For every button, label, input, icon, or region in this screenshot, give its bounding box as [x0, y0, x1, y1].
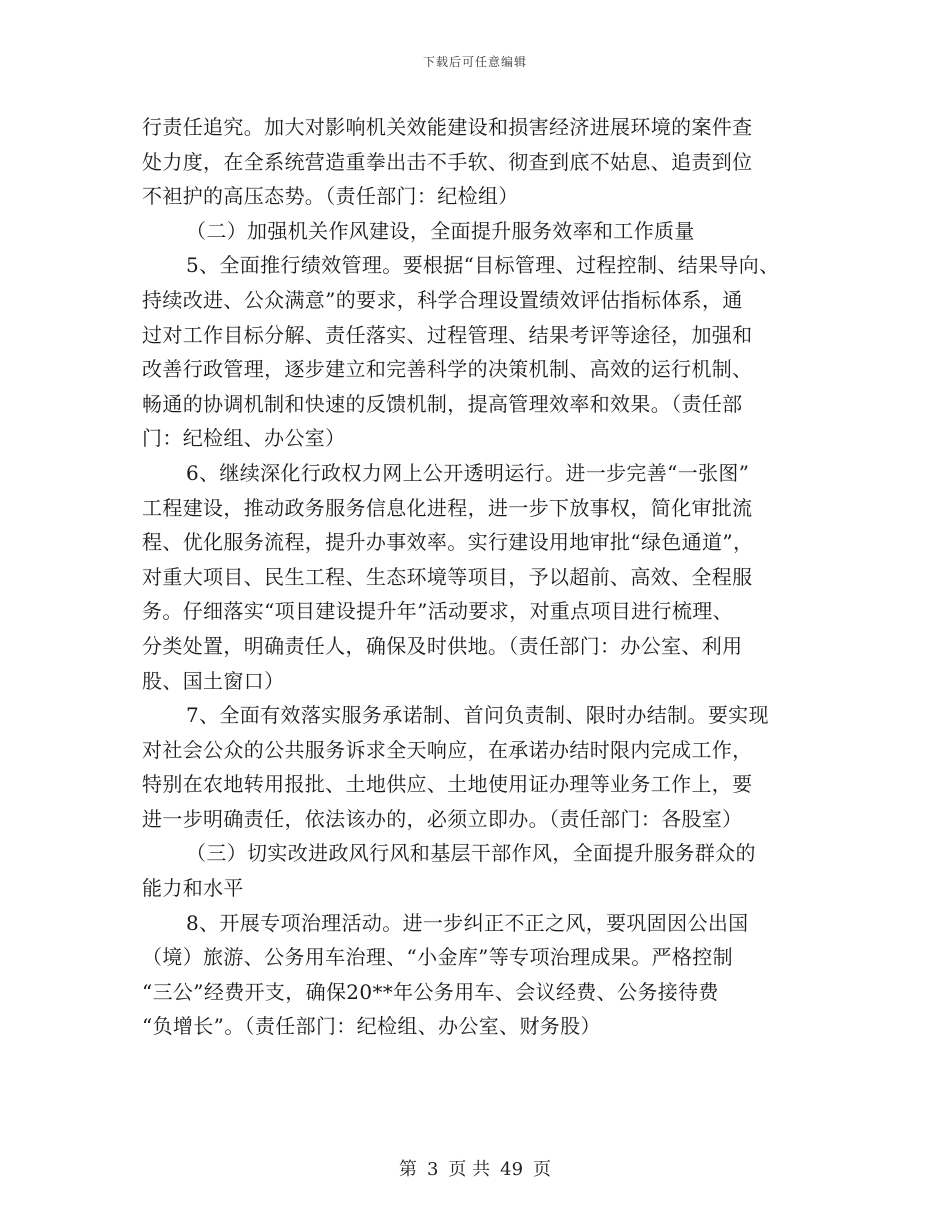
body-line: 进一步明确责任，依法该办的，必须立即办。（责任部门：各股室）	[142, 806, 743, 831]
body-line: 对社会公众的公共服务诉求全天响应，在承诺办结时限内完成工作，	[142, 737, 753, 762]
body-line: 分类处置，明确责任人，确保及时供地。（责任部门：办公室、利用	[142, 633, 743, 658]
body-line: 门：纪检组、办公室）	[142, 426, 346, 451]
body-line: 程、优化服务流程，提升办事效率。实行建设用地审批“绿色通道”，	[142, 530, 754, 555]
paragraph-start: 8、开展专项治理活动。进一步纠正不正之风，要巩固因公出国	[186, 910, 749, 935]
footer-prefix: 第	[398, 1159, 417, 1180]
body-line: 不袒护的高压态势。（责任部门：纪检组）	[142, 184, 519, 209]
paragraph-start: 6、继续深化行政权力网上公开透明运行。进一步完善“一张图”	[186, 460, 750, 485]
body-line: 畅通的协调机制和快速的反馈机制，提高管理效率和效果。（责任部	[142, 391, 743, 416]
body-line: 处力度，在全系统营造重拳出击不手软、彻查到底不姑息、追责到位	[142, 149, 753, 174]
body-line: （境）旅游、公务用车治理、“小金库”等专项治理成果。严格控制	[142, 945, 733, 970]
page-footer	[0, 1155, 950, 1181]
page-header: 下载后可任意编辑	[422, 55, 527, 69]
body-line: 过对工作目标分解、责任落实、过程管理、结果考评等途径，加强和	[142, 322, 753, 347]
body-line: 持续改进、公众满意”的要求，科学合理设置绩效评估指标体系，通	[142, 287, 743, 312]
body-line: 改善行政管理，逐步建立和完善科学的决策机制、高效的运行机制、	[142, 357, 753, 382]
body-line: 股、国土窗口）	[142, 668, 285, 693]
total-pages-number: 49	[500, 1159, 524, 1180]
body-line: 特别在农地转用报批、土地供应、土地使用证办理等业务工作上，要	[142, 772, 753, 797]
paragraph-start: 7、全面有效落实服务承诺制、首问负责制、限时办结制。要实现	[186, 703, 769, 728]
body-line: 对重大项目、民生工程、生态环境等项目，予以超前、高效、全程服	[142, 564, 753, 589]
body-line: 工程建设，推动政务服务信息化进程，进一步下放事权，简化审批流	[142, 495, 753, 520]
current-page-number: 3	[426, 1159, 439, 1180]
body-line: 务。仔细落实“项目建设提升年”活动要求，对重点项目进行梳理、	[142, 599, 733, 624]
paragraph-start: 5、全面推行绩效管理。要根据“目标管理、过程控制、结果导向、	[186, 253, 780, 278]
document-body	[142, 110, 832, 1044]
footer-suffix: 页	[533, 1159, 552, 1180]
body-line: 能力和水平	[142, 876, 244, 901]
body-line: “三公”经费开支，确保20**年公务用车、会议经费、公务接待费	[142, 979, 719, 1004]
section-heading: （三）切实改进政风行风和基层干部作风，全面提升服务群众的	[186, 841, 756, 866]
footer-middle: 页 共	[448, 1159, 491, 1180]
section-heading: （二）加强机关作风建设，全面提升服务效率和工作质量	[186, 218, 695, 243]
body-line: “负增长”。（责任部门：纪检组、办公室、财务股）	[142, 1014, 601, 1039]
body-line: 行责任追究。加大对影响机关效能建设和损害经济进展环境的案件查	[142, 115, 753, 139]
